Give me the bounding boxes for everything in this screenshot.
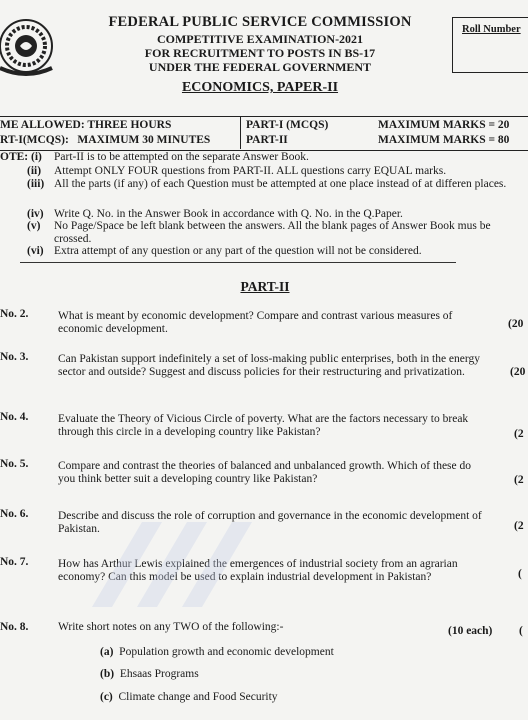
note-label: (ii) [27, 165, 42, 177]
question-text: Compare and contrast the theories of balanced and unbalanced growth. Which of these do you think better suit a developing country like Pakistan? [58, 460, 472, 485]
question-text: Can Pakistan support indefinitely a set of loss-making public enterprises, both in the energy sector and outside? Suggest and discuss policies for their restructuring and privatization. [58, 353, 481, 378]
question-text: How has Arthur Lewis explained the emergences of industrial society from an agrarian economy? Can this model be used to explain industrial development in Pakistan? [58, 558, 458, 583]
question-text: Evaluate the Theory of Vicious Circle of poverty. What are the factors necessary to break through this circle in a developing country like Pakistan? [58, 413, 469, 438]
question-text: What is meant by economic development? Compare and contrast various measures of economic development. [58, 310, 453, 335]
note-label: (iii) [27, 178, 45, 190]
question-marks: (2 [514, 428, 524, 440]
question-marks-tail: ( [519, 625, 523, 637]
subpart-item [100, 646, 334, 658]
question-number: No. 8. [0, 621, 29, 633]
question-number: No. 2. [0, 308, 29, 320]
subpart-text: Population growth and economic development [119, 646, 334, 658]
fpsc-emblem-icon [0, 14, 58, 78]
notes-underline [20, 262, 456, 263]
question-number: No. 5. [0, 458, 29, 470]
question-number: No. 3. [0, 351, 29, 363]
question-marks: (2 [514, 474, 524, 486]
subpart-item [100, 691, 278, 703]
commission-title: FEDERAL PUBLIC SERVICE COMMISSION [108, 14, 412, 30]
paper-title: ECONOMICS, PAPER-II [181, 80, 339, 95]
note-label: OTE: (i) [0, 151, 42, 163]
question-marks: (20 [510, 366, 526, 378]
question-marks: ( [518, 568, 522, 580]
recruitment-line: FOR RECRUITMENT TO POSTS IN BS-17 [144, 46, 376, 60]
part2-heading: PART-II [240, 279, 290, 294]
subpart-label: (c) [100, 691, 113, 703]
question-marks: (2 [514, 520, 524, 532]
max-marks-part2: MAXIMUM MARKS = 80 [378, 134, 510, 146]
government-line: UNDER THE FEDERAL GOVERNMENT [148, 60, 372, 74]
max-marks-part1: MAXIMUM MARKS = 20 [378, 119, 510, 131]
question-number: No. 6. [0, 508, 29, 520]
note-text: Part-II is to be attempted on the separate Answer Book. [54, 151, 309, 163]
note-text: Extra attempt of any question or any part of the question will not be considered. [54, 245, 422, 257]
question-marks: (20 [508, 318, 524, 330]
note-label: (vi) [27, 245, 44, 257]
question-marks: (10 each) [448, 625, 493, 637]
question-text: Write short notes on any TWO of the following:- [58, 621, 284, 633]
info-divider [240, 116, 241, 149]
subpart-text: Ehsaas Programs [119, 668, 199, 680]
subpart-label: (b) [100, 668, 115, 680]
subpart-item [100, 668, 199, 680]
roll-number-label: Roll Number [462, 24, 521, 35]
subpart-text: Climate change and Food Security [118, 691, 278, 703]
question-number: No. 7. [0, 556, 29, 568]
question-text: Describe and discuss the role of corruption and governance in the economic development of Pakistan. [58, 510, 482, 535]
note-label: (v) [27, 220, 41, 232]
note-text: No Page/Space be left blank between the answers. All the blank pages of Answer Book mus be crossed. [54, 220, 491, 245]
note-text: Write Q. No. in the Answer Book in accordance with Q. No. in the Q.Paper. [54, 208, 403, 220]
note-label: (iv) [27, 208, 44, 220]
watermark-icon [82, 512, 272, 622]
time-allowed: ME ALLOWED: THREE HOURS [0, 119, 172, 131]
part2-label: PART-II [246, 134, 288, 146]
part1-label: PART-I (MCQS) [246, 119, 329, 131]
note-text: All the parts (if any) of each Question must be attempted at one place instead of at differen places. [54, 178, 507, 190]
exam-title: COMPETITIVE EXAMINATION-2021 [156, 32, 364, 46]
question-number: No. 4. [0, 411, 29, 423]
note-text: Attempt ONLY FOUR questions from PART-II. ALL questions carry EQUAL marks. [54, 165, 447, 177]
subpart-label: (a) [100, 646, 114, 658]
part1-time: RT-I(MCQS): MAXIMUM 30 MINUTES [0, 134, 211, 146]
